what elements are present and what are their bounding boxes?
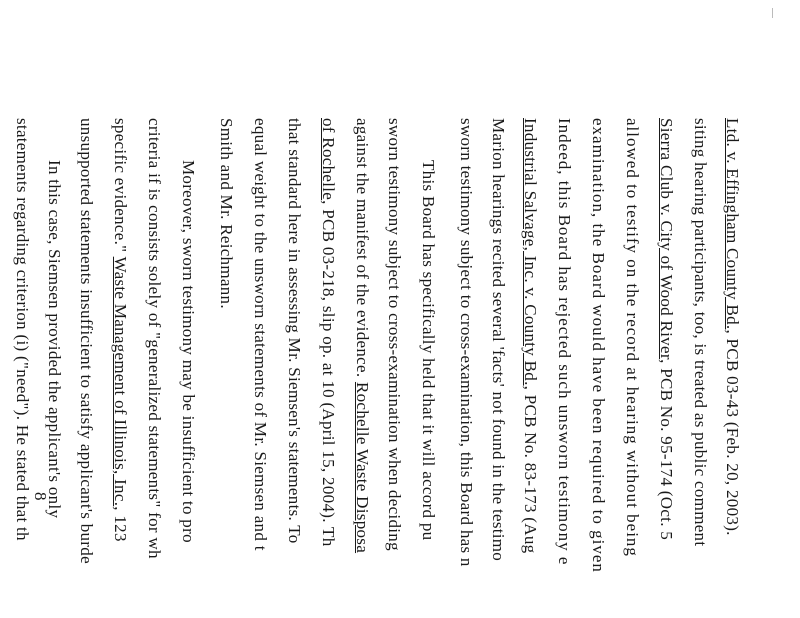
text-line: statements regarding criterion (i) ("need"). He stated that th	[13, 118, 32, 541]
text-line: Moreover, sworn testimony may be insufficient to pro	[179, 160, 198, 543]
text-line: sworn testimony subject to cross-examination, this Board has n	[457, 118, 476, 567]
case-citation: of Rochelle	[319, 118, 338, 201]
text-line: that standard here in assessing Mr. Siemsen's statements. To	[285, 118, 304, 544]
text-line: against the manifest of the evidence. Rochelle Waste Disposa	[353, 118, 372, 554]
text-line: Indeed, this Board has rejected such unsworn testimony e	[555, 118, 574, 566]
case-citation: Industrial Salvage, Inc. v. County Bd.	[521, 118, 540, 386]
case-citation: Rochelle Waste Disposa	[353, 381, 372, 554]
case-citation: Ltd. v. Effingham County Bd.	[723, 118, 742, 330]
text-line: equal weight to the unsworn statements of Mr. Siemsen and t	[251, 118, 270, 551]
text-line: unsupported statements insufficient to satisfy applicant's burde	[77, 118, 96, 564]
page-number: 8	[31, 492, 50, 501]
text-line: criteria if is consists solely of "generalized statements" for wh	[145, 118, 164, 559]
case-citation: Waste Management of Illinois, Inc.	[111, 256, 130, 507]
text-line: Marion hearings recited several 'facts' not found in the testimo	[489, 118, 508, 562]
case-citation: Sierra Club v. City of Wood River	[657, 118, 676, 360]
text-line: Sierra Club v. City of Wood River, PCB No. 95-174 (Oct. 5	[657, 118, 676, 541]
text-line: examination, the Board would have been required to given	[589, 118, 608, 573]
text-line: Industrial Salvage, Inc. v. County Bd., PCB No. 83-173 (Aug	[521, 118, 540, 554]
text-line: Smith and Mr. Reichmann.	[217, 118, 236, 309]
text-line: Ltd. v. Effingham County Bd., PCB 03-43 (Feb. 20, 2003).	[723, 118, 742, 536]
text-line: specific evidence." Waste Management of Illinois, Inc., 123	[111, 118, 130, 542]
text-line: of Rochelle, PCB 03-218, slip op. at 10 (April 15, 2004). Th	[319, 118, 338, 547]
text-line: allowed to testify on the record at hearing without being	[623, 118, 642, 557]
scan-speck	[772, 8, 773, 18]
text-line: In this case, Siemsen provided the applicant's only	[45, 160, 64, 519]
text-line: siting hearing participants, too, is treated as public comment	[691, 118, 710, 547]
text-line: sworn testimony subject to cross-examination when deciding	[385, 118, 404, 551]
text-line: This Board has specifically held that it will accord pu	[419, 160, 438, 541]
